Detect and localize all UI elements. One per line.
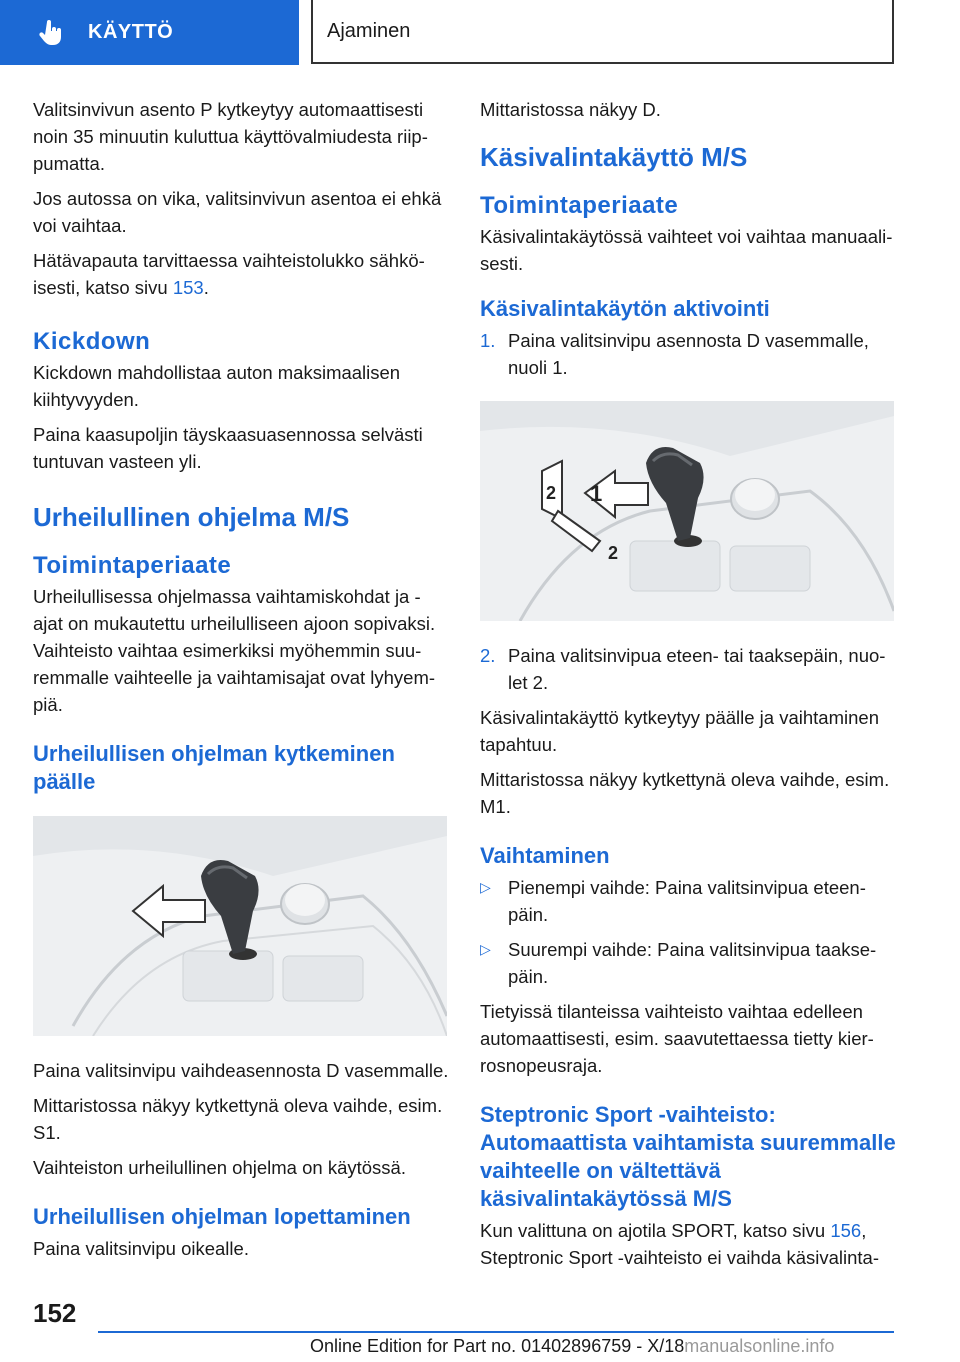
footer-divider <box>98 1331 894 1333</box>
triangle-bullet-icon: ▷ <box>480 941 491 957</box>
list-item <box>480 642 896 696</box>
paragraph: Paina valitsinvipu vaihdeasennosta D vasemmalle. <box>33 1060 449 1081</box>
heading-steptronic: Steptronic Sport -vaihteisto: Automaattista vaihtamista suuremmalle vaihteelle on vältettävä käsivalintakäytössä M/S <box>480 1102 896 1211</box>
paragraph: Urheilullisessa ohjelmassa vaihtamiskohdat ja -ajat on mukautettu urheilulliseen ajoon sopivaksi. Vaihteisto vaihtaa esimerkiksi myöhemmin suuremmalle vaihteelle ja vaihtamisajat ovat lyhyempiä. <box>33 586 436 715</box>
footer-edition <box>310 1336 834 1357</box>
bullet-text: Pienempi vaihde: Paina valitsinvipua eteenpäin. <box>508 877 866 925</box>
paragraph: Kickdown mahdollistaa auton maksimaalisen kiihtyvyyden. <box>33 362 401 410</box>
section-tab <box>0 0 299 65</box>
heading-manual-activate: Käsivalintakäytön aktivointi <box>480 296 770 321</box>
paragraph: Vaihteiston urheilullinen ohjelma on käytössä. <box>33 1157 406 1178</box>
page-number: 152 <box>33 1298 77 1328</box>
figure-label-2-top: 2 <box>546 483 557 503</box>
heading-sport-program: Urheilullinen ohjelma M/S <box>33 502 350 532</box>
heading-kickdown: Kickdown <box>33 328 151 355</box>
text: . <box>203 277 209 298</box>
paragraph <box>480 1217 896 1244</box>
right-column <box>480 96 896 1279</box>
figure-label-2-bottom: 2 <box>608 543 619 563</box>
paragraph: Steptronic Sport -vaihteisto ei vaihda käsivalinta- <box>480 1247 879 1268</box>
watermark: manualsonline.info <box>684 1336 835 1356</box>
step-text: Paina valitsinvipu asennosta D vasemmalle, nuoli 1. <box>508 330 869 378</box>
gear-selector-figure-left <box>33 816 447 1036</box>
paragraph: Käsivalintakäytössä vaihteet voi vaihtaa manuaalisesti. <box>480 226 893 274</box>
figure-label-1: 1 <box>590 481 603 506</box>
gear-selector-figure-right <box>480 401 894 621</box>
page-link-156[interactable]: 156 <box>830 1220 862 1241</box>
step-number: 2. <box>480 645 496 666</box>
heading-sport-on: Urheilullisen ohjelman kytkeminen päälle <box>33 741 395 794</box>
paragraph: Käsivalintakäyttö kytkeytyy päälle ja vaihtaminen tapahtuu. <box>480 707 879 755</box>
heading-manual-mode: Käsivalintakäyttö M/S <box>480 142 748 172</box>
paragraph: Mittaristossa näkyy kytkettynä oleva vaihde, esim. M1. <box>480 769 890 817</box>
paragraph: Paina valitsinvipu oikealle. <box>33 1238 249 1259</box>
paragraph: Paina kaasupoljin täyskaasuasennossa selvästi tuntuvan vasteen yli. <box>33 424 423 472</box>
bullet-text: Suurempi vaihde: Paina valitsinvipua taaksepäin. <box>508 939 877 987</box>
list-item <box>480 874 896 928</box>
text: , <box>861 1220 867 1241</box>
text: Kun valittuna on ajotila SPORT, katso sivu <box>480 1220 831 1241</box>
triangle-bullet-icon: ▷ <box>480 879 491 895</box>
step-number: 1. <box>480 330 496 351</box>
chapter-header <box>311 0 894 64</box>
paragraph: Mittaristossa näkyy D. <box>480 99 661 120</box>
left-column <box>33 96 449 1270</box>
step-text: Paina valitsinvipua eteen- tai taaksepäin, nuolet 2. <box>508 645 886 693</box>
paragraph: Jos autossa on vika, valitsinvivun asentoa ei ehkä voi vaihtaa. <box>33 188 442 236</box>
list-item <box>480 327 896 381</box>
heading-shifting: Vaihtaminen <box>480 843 610 868</box>
paragraph <box>33 247 449 301</box>
section-title: KÄYTTÖ <box>88 21 174 43</box>
heading-principle: Toimintaperiaate <box>480 192 679 219</box>
chapter-title: Ajaminen <box>327 19 411 42</box>
paragraph: Mittaristossa näkyy kytkettynä oleva vaihde, esim. S1. <box>33 1095 443 1143</box>
hand-pointer-icon <box>38 19 66 47</box>
page-link-153[interactable]: 153 <box>172 277 204 298</box>
heading-sport-off: Urheilullisen ohjelman lopettaminen <box>33 1204 411 1229</box>
text: Hätävapauta tarvittaessa vaihteistolukko sähköisesti, katso sivu <box>33 250 425 298</box>
paragraph: Valitsinvivun asento P kytkeytyy automaattisesti noin 35 minuutin kuluttua käyttövalmiudesta riippumatta. <box>33 99 428 174</box>
paragraph: Tietyissä tilanteissa vaihteisto vaihtaa edelleen automaattisesti, esim. saavutettaessa tietty kierrosnopeusraja. <box>480 1001 874 1076</box>
heading-principle: Toimintaperiaate <box>33 552 232 579</box>
edition-text: Online Edition for Part no. 01402896759 - X/18 <box>310 1336 685 1356</box>
list-item <box>480 936 896 990</box>
